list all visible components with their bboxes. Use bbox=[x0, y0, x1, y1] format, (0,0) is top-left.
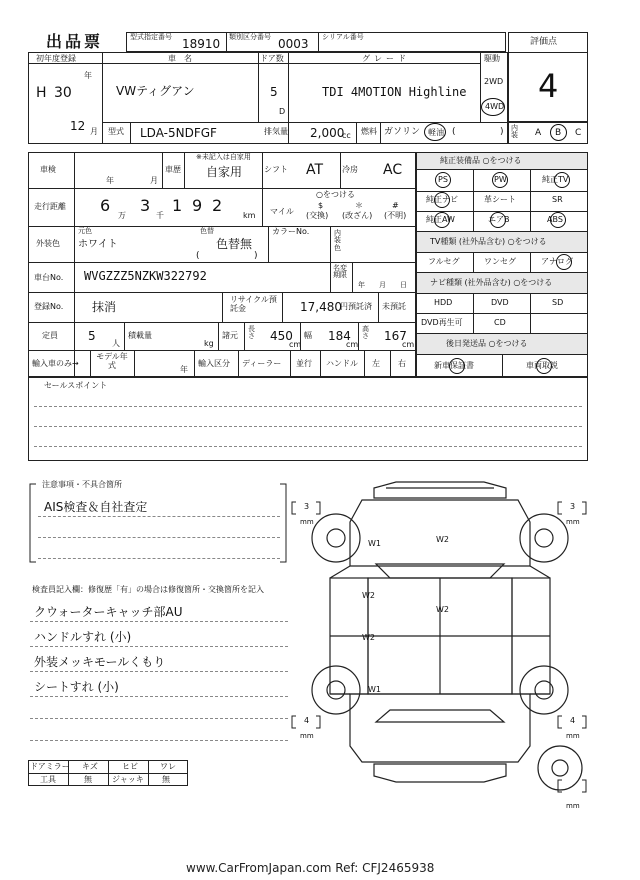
repaint-value: 色替無 bbox=[216, 237, 253, 251]
meter-tamper-text: (改ざん) bbox=[342, 211, 373, 220]
reg-no-value: 抹消 bbox=[92, 300, 117, 314]
parts-r1c1: ドアミラー bbox=[30, 762, 70, 771]
first-reg-label: 初年度登録 bbox=[36, 54, 76, 63]
capacity-value: 5 bbox=[88, 329, 96, 343]
notes-frame bbox=[28, 478, 288, 568]
repaint-paren-open: ( bbox=[196, 251, 200, 261]
width-label: 幅 bbox=[304, 331, 312, 340]
drive-2wd: 2WD bbox=[484, 77, 504, 86]
tire-rear-right-depth: 4 bbox=[570, 716, 576, 725]
score-value: 4 bbox=[538, 67, 559, 105]
mileage-d1: 6 bbox=[100, 196, 111, 215]
history-label: 車歴 bbox=[165, 165, 181, 174]
mileage-u1: 万 bbox=[118, 211, 126, 220]
mileage-d3: 1 bbox=[172, 196, 183, 215]
tire-rear-left-unit: mm bbox=[300, 732, 314, 740]
parts-r2c2: 無 bbox=[84, 775, 92, 784]
length-label: 長さ bbox=[248, 325, 255, 341]
drive-4wd-circle bbox=[481, 98, 505, 116]
name-change-ymd: 年 月 日 bbox=[358, 281, 407, 289]
drive-4wd: 4WD bbox=[485, 102, 505, 111]
mileage-unit: km bbox=[243, 211, 256, 220]
mileage-d2: 3 bbox=[140, 196, 151, 215]
navi-cd: CD bbox=[494, 318, 506, 327]
interior-color-label: 内装色 bbox=[334, 229, 341, 252]
vin-value: WVGZZZ5NZKW322792 bbox=[84, 269, 207, 283]
door-suffix: D bbox=[279, 107, 286, 116]
orig-color-label: 元色 bbox=[78, 227, 92, 235]
note-item-1: クウォーターキャッチ部AU bbox=[34, 605, 183, 619]
era-value: H bbox=[36, 85, 47, 101]
model-cert-value: 18910 bbox=[182, 37, 221, 51]
shaken-month-unit: 月 bbox=[150, 176, 158, 185]
sales-point-box bbox=[28, 377, 588, 461]
equip-ps-circle bbox=[435, 172, 451, 188]
grade-value: TDI 4MOTION Highline bbox=[322, 85, 467, 99]
capacity-unit: 人 bbox=[112, 339, 120, 348]
load-unit: kg bbox=[204, 339, 214, 348]
door-value: 5 bbox=[270, 85, 278, 99]
equip-pw: PW bbox=[494, 175, 507, 184]
meter-swap-symbol: $ bbox=[318, 201, 324, 210]
tv-oneseg: ワンセグ bbox=[484, 257, 516, 266]
equip-navi-circle bbox=[434, 192, 450, 208]
import-label: 輸入車のみ→ bbox=[32, 359, 79, 368]
equip-navi: 純正ナビ bbox=[426, 195, 458, 204]
serial-label: シリアル番号 bbox=[322, 33, 364, 41]
fuel-other-close: ) bbox=[500, 127, 504, 137]
navi-title: ナビ種類 (社外品含む) ○をつける bbox=[430, 278, 553, 287]
docs-title: 後日発送品 ○をつける bbox=[446, 339, 528, 348]
meter-swap-text: (交換) bbox=[306, 211, 329, 220]
parts-r2c1: 工具 bbox=[40, 775, 56, 784]
equip-abs: ABS bbox=[547, 215, 563, 224]
tire-rear-right-unit: mm bbox=[566, 732, 580, 740]
displacement-value: 2,000 bbox=[310, 126, 345, 140]
repaint-paren-close: ) bbox=[254, 251, 258, 261]
tv-analog-circle bbox=[556, 254, 572, 270]
footer-watermark: www.CarFromJapan.com Ref: CFJ2465938 bbox=[186, 861, 435, 875]
category-value: 0003 bbox=[278, 37, 309, 51]
inspector-label: 検査員記入欄：修復歴「有」の場合は修復箇所・交換箇所を記入 bbox=[32, 585, 264, 594]
meter-unknown-symbol: # bbox=[392, 201, 399, 210]
reg-no-label: 登録No. bbox=[34, 302, 64, 311]
ac-value: AC bbox=[383, 162, 403, 178]
equip-airbag: エアB bbox=[488, 215, 510, 224]
model-type-label: 型式 bbox=[108, 127, 124, 136]
length-value: 450 bbox=[270, 329, 293, 343]
tv-analog: アナログ bbox=[541, 257, 573, 266]
spare-tire-unit: mm bbox=[566, 802, 580, 810]
fuel-diesel-circle bbox=[424, 123, 446, 141]
parallel-label: 並行 bbox=[296, 359, 312, 368]
color-code-label: カラーNo. bbox=[272, 227, 310, 236]
docs-warranty-circle bbox=[449, 358, 465, 374]
handle-left: 左 bbox=[372, 359, 380, 368]
docs-warranty: 新車保証書 bbox=[434, 361, 474, 370]
displacement-label: 排気量 bbox=[264, 127, 288, 136]
grade-label: グレード bbox=[362, 54, 410, 63]
note-item-4: シートすれ (小) bbox=[34, 680, 119, 694]
tire-front-left-depth: 3 bbox=[304, 502, 310, 511]
shift-label: シフト bbox=[264, 165, 288, 174]
car-diagram bbox=[290, 478, 590, 810]
equip-tv: 純正TV bbox=[542, 175, 569, 184]
navi-dvd-play: DVD再生可 bbox=[421, 318, 463, 327]
fuel-diesel: 軽油 bbox=[428, 128, 444, 137]
navi-dvd: DVD bbox=[491, 298, 509, 307]
parts-r1c4: ワレ bbox=[160, 762, 176, 771]
tv-title: TV種類 (社外品含む) ○をつける bbox=[430, 237, 547, 246]
equipment-title: 純正装備品 ○をつける bbox=[440, 156, 522, 165]
mileage-u2: 千 bbox=[156, 211, 164, 220]
displacement-unit: cc bbox=[342, 131, 351, 140]
handle-label: ハンドル bbox=[326, 359, 358, 368]
year-unit: 年 bbox=[84, 71, 92, 80]
equip-ps: PS bbox=[438, 175, 448, 184]
notes-line1: AIS検査＆自社査定 bbox=[44, 500, 148, 514]
sheet-title: 出品票 bbox=[46, 32, 104, 51]
tire-rear-left-depth: 4 bbox=[304, 716, 310, 725]
shaken-label: 車検 bbox=[40, 165, 56, 174]
orig-color-value: ホワイト bbox=[78, 239, 118, 250]
shaken-year-unit: 年 bbox=[106, 176, 114, 185]
equip-aw: 純正AW bbox=[426, 215, 455, 224]
door-label: ドア数 bbox=[260, 54, 284, 63]
model-year-unit: 年 bbox=[180, 365, 188, 374]
interior-label: 内装 bbox=[511, 124, 518, 139]
equip-pw-circle bbox=[492, 172, 508, 188]
equip-airbag-circle bbox=[490, 212, 506, 228]
damage-mark-4: W2 bbox=[436, 605, 449, 614]
fuel-gasoline: ガソリン bbox=[384, 127, 421, 137]
docs-manual-circle bbox=[536, 358, 552, 374]
recycle-none: 未預託 bbox=[382, 302, 406, 311]
interior-c: C bbox=[575, 128, 582, 138]
history-note: ※未記入は自家用 bbox=[196, 153, 251, 161]
meter-mile: マイル bbox=[270, 207, 294, 216]
damage-mark-2: W2 bbox=[436, 535, 449, 544]
handle-right: 右 bbox=[398, 359, 406, 368]
note-item-3: 外装メッキモールくもり bbox=[34, 655, 166, 669]
parts-r1c2: キズ bbox=[82, 762, 98, 771]
recycle-unit: 円預託済 bbox=[340, 302, 372, 311]
ac-label: 冷房 bbox=[342, 165, 358, 174]
month-unit: 月 bbox=[90, 127, 98, 136]
height-value: 167 bbox=[384, 329, 407, 343]
equip-sr: SR bbox=[552, 195, 563, 204]
car-name: VWティグアン bbox=[116, 84, 195, 98]
recycle-value: 17,480 bbox=[300, 300, 342, 314]
docs-manual: 車両取説 bbox=[526, 361, 558, 370]
meter-note: ○をつける bbox=[316, 190, 355, 199]
history-value: 自家用 bbox=[206, 165, 243, 179]
interior-a: A bbox=[535, 128, 542, 138]
note-item-2: ハンドルすれ (小) bbox=[34, 630, 132, 644]
equip-tv-circle bbox=[554, 172, 570, 188]
width-value: 184 bbox=[328, 329, 351, 343]
mileage-d4: 9 bbox=[192, 196, 203, 215]
tire-front-left-unit: mm bbox=[300, 518, 314, 526]
sales-point-label: セールスポイント bbox=[44, 381, 108, 390]
length-unit: cm bbox=[289, 340, 302, 349]
navi-hdd: HDD bbox=[434, 298, 453, 307]
category-label: 類別区分番号 bbox=[229, 33, 271, 41]
dealer-label: ディーラー bbox=[242, 359, 282, 368]
notes-title: 注意事項・不具合箇所 bbox=[42, 480, 122, 489]
model-type-value: LDA-5NDFGF bbox=[140, 126, 217, 140]
height-label: 高さ bbox=[362, 325, 369, 341]
vin-label: 車台No. bbox=[34, 273, 64, 282]
model-year-label: モデル年式 bbox=[96, 352, 128, 370]
shift-value: AT bbox=[306, 162, 324, 178]
height-unit: cm bbox=[402, 340, 415, 349]
load-label: 積載量 bbox=[128, 331, 152, 340]
parts-r2c4: 無 bbox=[162, 775, 170, 784]
parts-r2c3: ジャッキ bbox=[112, 775, 144, 784]
damage-mark-1: W1 bbox=[368, 539, 381, 548]
damage-mark-5: W2 bbox=[362, 633, 375, 642]
tire-front-right-depth: 3 bbox=[570, 502, 576, 511]
meter-unknown-text: (不明) bbox=[384, 211, 407, 220]
parts-r1c3: ヒビ bbox=[122, 762, 138, 771]
drive-label: 駆動 bbox=[484, 54, 500, 63]
capacity-label: 定員 bbox=[42, 331, 58, 340]
mileage-label: 走行距離 bbox=[34, 202, 66, 211]
navi-sd: SD bbox=[552, 298, 564, 307]
damage-mark-6: W1 bbox=[368, 685, 381, 694]
equip-aw-circle bbox=[434, 212, 450, 228]
dim-label: 諸元 bbox=[222, 331, 238, 340]
year-value: 30 bbox=[54, 85, 72, 101]
tire-front-right-unit: mm bbox=[566, 518, 580, 526]
model-cert-label: 型式指定番号 bbox=[130, 33, 172, 41]
damage-mark-3: W2 bbox=[362, 591, 375, 600]
fuel-label: 燃料 bbox=[361, 127, 377, 136]
import-class-label: 輸入区分 bbox=[198, 359, 230, 368]
width-unit: cm bbox=[346, 340, 359, 349]
recycle-label: リサイクル預託金 bbox=[230, 295, 277, 313]
equip-leather: 革シート bbox=[484, 195, 516, 204]
color-label: 外装色 bbox=[36, 239, 60, 248]
interior-b: B bbox=[555, 128, 562, 138]
meter-tamper-symbol: ＊ bbox=[355, 201, 363, 210]
month-value: 12 bbox=[70, 119, 86, 133]
mileage-d5: 2 bbox=[212, 196, 223, 215]
car-name-label: 車 名 bbox=[168, 54, 192, 63]
interior-b-circle bbox=[550, 124, 567, 141]
tv-fullseg: フルセグ bbox=[428, 257, 460, 266]
equip-abs-circle bbox=[550, 212, 566, 228]
repaint-label: 色替 bbox=[200, 227, 214, 235]
score-label: 評価点 bbox=[530, 37, 558, 47]
name-change-label: 名変期限 bbox=[333, 264, 347, 280]
fuel-other-open: ( bbox=[452, 127, 456, 137]
